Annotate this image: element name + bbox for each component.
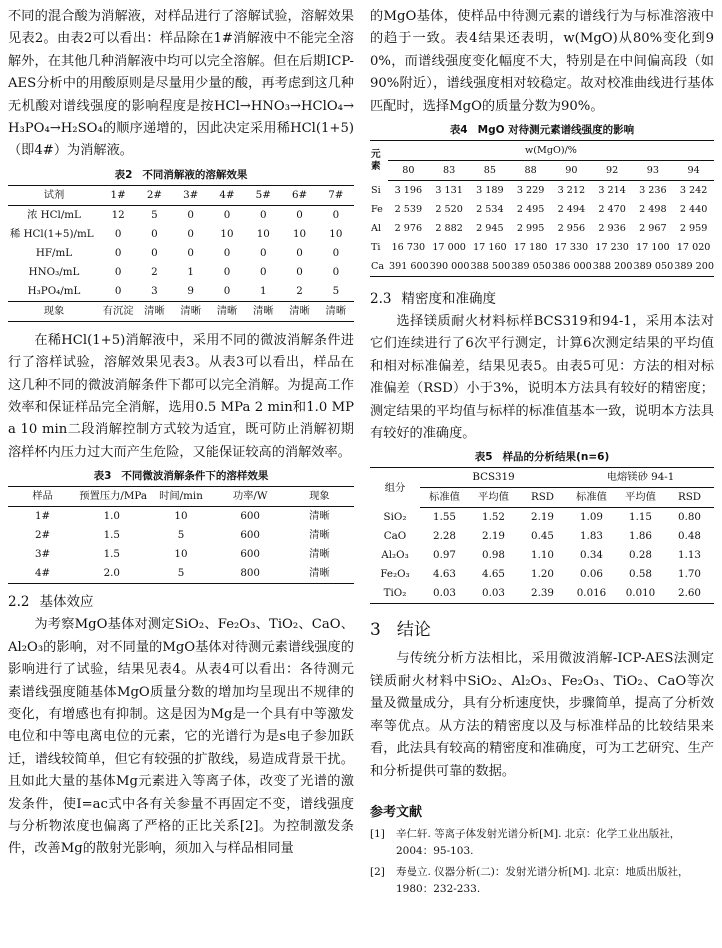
table-5	[370, 467, 714, 604]
right-paragraph-1: 的MgO基体，使样品中待测元素的谱线行为与标准溶液中的趋于一致。表4结果还表明，w(MgO)从80%变化到90%，而谱线强度变化幅度不大，特别是在中间偏高段（如90%附近），谱线强度相对较稳定。故对校准曲线进行基体匹配时，选择MgO的质量分数为90%。	[370, 9, 714, 114]
table-cell: 0	[296, 246, 303, 259]
table-2-row-label: HF/mL	[35, 246, 73, 259]
table-cell: 3 131	[435, 185, 463, 197]
table-cell: 2.39	[531, 587, 554, 600]
table-4-row-label: Al	[371, 223, 381, 235]
table-cell: 1.09	[580, 511, 603, 524]
table-3-title: 不同微波消解条件下的溶样效果	[121, 470, 269, 483]
table-row	[370, 200, 714, 219]
table-cell: 10	[220, 227, 234, 240]
table-2-row-label: 浓 HCl/mL	[27, 208, 81, 221]
table-cell: 2.19	[482, 530, 505, 543]
left-column	[8, 6, 354, 861]
table-cell: 2 470	[598, 204, 626, 216]
table-4-row-label: Si	[371, 184, 381, 196]
table-cell: 3	[151, 284, 158, 297]
table-cell: 391 600	[389, 261, 429, 273]
table-cell: 1.86	[629, 530, 652, 543]
table-cell: 3 212	[557, 185, 586, 197]
section-2-2-heading	[8, 592, 354, 612]
table-cell: 0	[114, 246, 122, 259]
table-cell: 3 196	[394, 185, 423, 197]
table-cell: 2 498	[639, 204, 667, 216]
table-row	[8, 263, 354, 282]
table-cell: 2 882	[435, 223, 463, 235]
table-3-header: 时间/min	[146, 487, 215, 507]
table-cell: 0	[332, 208, 340, 221]
table-3-header: 功率/W	[216, 487, 285, 507]
table-cell: 1.15	[629, 511, 652, 524]
table-cell: 0.34	[580, 549, 603, 562]
table-cell: 4#	[35, 567, 51, 580]
table-cell: 1.5	[103, 548, 120, 561]
table-cell: 有沉淀	[100, 301, 136, 321]
table-cell: 800	[240, 567, 260, 580]
table-cell: 388 200	[592, 261, 633, 273]
table-cell: 0.03	[433, 587, 456, 600]
table-cell: 17 330	[554, 242, 589, 254]
table-cell: 0	[223, 265, 231, 278]
table-cell: 清晰	[318, 301, 354, 321]
table-cell: 12	[111, 208, 125, 221]
table-4-row-label: Ti	[371, 242, 381, 254]
section-number: 3	[370, 620, 381, 641]
table-cell: 0.58	[629, 568, 652, 581]
table-cell: 0.06	[580, 568, 603, 581]
table-2-row-label: H₃PO₄/mL	[27, 284, 81, 297]
table-4-number: 表4	[449, 124, 468, 137]
table-cell: 1	[259, 284, 267, 297]
table-cell: 2 494	[557, 204, 586, 216]
reference-text: 辛仁轩. 等离子体发射光谱分析[M]. 北京：化学工业出版社，2004：95-103.	[396, 827, 681, 857]
table-cell: 2	[151, 265, 158, 278]
section-title: 基体效应	[39, 594, 94, 611]
reference-item	[370, 826, 714, 860]
table-cell: 1	[187, 265, 194, 278]
table-cell: 0.98	[482, 549, 505, 562]
table-cell: 清晰	[309, 529, 330, 542]
table-cell: 389 200	[674, 261, 714, 273]
table-cell: 3 214	[598, 185, 626, 197]
table-cell: 0.48	[678, 530, 701, 543]
table-row	[8, 244, 354, 263]
table-cell: 0.010	[625, 587, 656, 600]
table-cell: 17 230	[595, 242, 629, 254]
table-5-group: BCS319	[420, 468, 567, 488]
table-5-row-label: SiO₂	[383, 511, 407, 524]
table-5-group-row	[370, 468, 714, 488]
table-cell: 600	[240, 510, 260, 523]
table-2-row-label: 稀 HCl(1+5)/mL	[10, 227, 94, 240]
table-cell: 清晰	[136, 301, 172, 321]
table-2-header: 试剂	[8, 185, 100, 205]
table-cell: 2 945	[476, 223, 504, 235]
table-5-header: 标准值	[420, 488, 469, 508]
table-cell: 3 189	[476, 185, 504, 197]
table-row	[8, 205, 354, 225]
table-3-header: 样品	[8, 487, 77, 507]
table-5-header: RSD	[518, 488, 567, 508]
table-cell: 3 229	[516, 185, 545, 197]
table-cell: 0	[151, 227, 158, 240]
table-cell: 清晰	[209, 301, 245, 321]
table-cell: 1.52	[482, 511, 505, 524]
table-2-header: 2#	[136, 185, 172, 205]
table-cell: 600	[240, 548, 260, 561]
table-cell: 0	[114, 265, 122, 278]
table-cell: 3 242	[679, 185, 708, 197]
table-cell: 2 976	[394, 223, 423, 235]
table-cell: 5	[151, 208, 158, 221]
table-cell: 10	[174, 510, 188, 523]
table-cell: 0.28	[629, 549, 652, 562]
table-cell: 0	[296, 208, 303, 221]
table-row	[8, 526, 354, 545]
table-5-row-label: Fe₂O₃	[380, 568, 410, 581]
table-cell: 386 000	[552, 261, 592, 273]
table-2-header: 5#	[245, 185, 281, 205]
table-cell: 5	[332, 284, 340, 297]
table-cell: 0	[187, 246, 194, 259]
table-2-caption	[8, 167, 354, 183]
table-cell: 0.45	[531, 530, 554, 543]
table-row	[370, 565, 714, 584]
table-5-row-label: Al₂O₃	[381, 549, 409, 562]
table-5-header-row	[370, 488, 714, 508]
table-4-row-label: Fe	[371, 204, 383, 216]
table-4-header: 92	[592, 161, 633, 181]
table-5-caption	[370, 449, 714, 465]
table-cell: 17 160	[473, 242, 507, 254]
table-cell: 1.5	[103, 529, 120, 542]
table-cell: 10	[329, 227, 343, 240]
table-2-observation-row	[8, 301, 354, 321]
table-cell: 0.97	[433, 549, 456, 562]
table-cell: 2 956	[557, 223, 586, 235]
table-2-row-label: 现象	[8, 301, 100, 321]
table-row	[8, 507, 354, 527]
table-cell: 1.13	[678, 549, 701, 562]
table-4-header: 88	[510, 161, 551, 181]
table-cell: 0.03	[482, 587, 505, 600]
left-paragraph-2: 在稀HCl(1+5)消解液中，采用不同的微波消解条件进行了溶样试验，溶解效果见表3。从表3可以看出，样品在这几种不同的微波消解条件下都可以完全消解。为提高工作效率和保证样品完全消解，选用0.5 MPa 2 min和1.0 MPa 10 min二段消解控制方式较为适宜，既可防止消解初期溶样杯内压力过大而产生危险，又能保证较高的消解效率。	[8, 332, 354, 460]
table-2-header-row	[8, 185, 354, 205]
table-cell: 0	[259, 265, 267, 278]
table-2-header: 7#	[318, 185, 354, 205]
table-4-header-row	[370, 161, 714, 181]
section-3-heading	[370, 618, 714, 642]
right-paragraph-2: 选择镁质耐火材料标样BCS319和94-1，采用本法对它们连续进行了6次平行测定，计算6次测定结果的平均值和相对标准偏差，结果见表5。由表5可见：方法的相对标准偏差（RSD）小于3%，说明本方法具有较好的精密度；测定结果的平均值与标样的标准值基本一致，说明本方法具有较好的准确度。	[370, 314, 714, 442]
right-column	[370, 6, 714, 902]
table-row	[370, 219, 714, 238]
table-cell: 0	[296, 265, 303, 278]
table-3-caption	[8, 468, 354, 484]
table-cell: 0	[187, 227, 194, 240]
table-row	[370, 527, 714, 546]
reference-text: 寿曼立. 仪器分析(二)：发射光谱分析[M]. 北京：地质出版社，1980：232-233.	[396, 865, 689, 895]
table-4-header: 94	[673, 161, 714, 181]
table-4-caption	[370, 122, 714, 138]
table-cell: 2 534	[476, 204, 504, 216]
table-3	[8, 486, 354, 584]
table-cell: 清晰	[281, 301, 317, 321]
table-4-group-label: w(MgO)/%	[388, 141, 714, 161]
table-5-header: 平均值	[469, 488, 518, 508]
table-4-corner-top: 元	[371, 148, 381, 160]
table-cell: 17 180	[513, 242, 548, 254]
table-cell: 清晰	[173, 301, 209, 321]
table-cell: 清晰	[245, 301, 281, 321]
table-4	[370, 140, 714, 277]
table-2-header: 3#	[173, 185, 209, 205]
table-2	[8, 185, 354, 322]
table-4-group-row	[370, 141, 714, 161]
table-5-corner: 组分	[384, 481, 406, 494]
table-cell: 2 959	[679, 223, 708, 235]
table-cell: 2 495	[516, 204, 545, 216]
table-cell: 0	[223, 246, 231, 259]
table-4-title: MgO 对待测元素谱线强度的影响	[477, 124, 635, 137]
reference-number: [1]	[370, 827, 385, 840]
table-cell: 600	[240, 529, 260, 542]
table-2-row-label: HNO₃/mL	[28, 265, 80, 278]
table-cell: 1.10	[531, 549, 554, 562]
section-title: 结论	[396, 620, 431, 641]
table-cell: 2 967	[639, 223, 667, 235]
section-2-3-heading	[370, 289, 714, 309]
table-cell: 2 995	[516, 223, 545, 235]
table-row	[8, 225, 354, 244]
table-5-title: 样品的分析结果(n=6)	[502, 451, 610, 464]
reference-item	[370, 864, 714, 898]
section-number: 2.2	[8, 594, 30, 611]
table-row	[370, 257, 714, 277]
table-3-header-row	[8, 487, 354, 507]
table-cell: 0	[259, 246, 267, 259]
table-cell: 17 000	[432, 242, 466, 254]
table-cell: 清晰	[309, 567, 330, 580]
table-4-corner-bottom: 素	[371, 160, 381, 172]
table-cell: 389 050	[511, 261, 551, 273]
table-cell: 10	[292, 227, 307, 240]
table-2-header: 6#	[281, 185, 317, 205]
section-number: 2.3	[370, 291, 392, 308]
left-paragraph-1: 不同的混合酸为消解液，对样品进行了溶解试验，溶解效果见表2。由表2可以看出：样品除在1#消解液中不能完全溶解外，在其他几种消解液中均可以完全溶解。但在后期ICP-AES分析中的用酸原则是尽量用少量的酸，再考虑到这几种无机酸对谱线强度的影响程度是按HCl→HNO₃→HClO₄→H₃PO₄→H₂SO₄的顺序递增的，因此决定采用稀HCl(1+5)（即4#）为消解液。	[8, 9, 354, 159]
table-cell: 10	[174, 548, 188, 561]
table-2-title: 不同消解液的溶解效果	[142, 168, 248, 181]
table-cell: 2#	[35, 529, 51, 542]
section-title: 精密度和准确度	[401, 291, 496, 308]
table-row	[370, 238, 714, 257]
table-cell: 2	[296, 284, 303, 297]
table-cell: 0	[332, 265, 340, 278]
table-cell: 4.65	[482, 568, 505, 581]
table-cell: 0	[259, 208, 267, 221]
reference-number: [2]	[370, 865, 385, 878]
table-row	[8, 564, 354, 584]
table-cell: 9	[187, 284, 194, 297]
table-cell: 0	[114, 227, 122, 240]
table-3-number: 表3	[93, 470, 112, 483]
table-5-number: 表5	[474, 451, 493, 464]
table-cell: 清晰	[309, 510, 330, 523]
table-cell: 0.80	[678, 511, 701, 524]
table-5-header: RSD	[665, 488, 714, 508]
table-2-number: 表2	[114, 168, 133, 181]
right-paragraph-3: 与传统分析方法相比，采用微波消解-ICP-AES法测定镁质耐火材料中SiO₂、Al₂O₃、Fe₂O₃、TiO₂、CaO等次量及微量成分，具有分析速度快，步骤简单，提高了分析效率等优点。从方法的精密度以及与标准样品的比较结果来看，此法具有较高的精密度和准确度，可为工艺研究、生产和分析提供可靠的数据。	[370, 651, 714, 779]
table-5-row-label: TiO₂	[383, 587, 407, 600]
table-row	[8, 545, 354, 564]
table-cell: 0	[187, 208, 194, 221]
table-4-header: 90	[551, 161, 592, 181]
table-4-header: 80	[388, 161, 429, 181]
table-cell: 2.19	[531, 511, 554, 524]
table-cell: 2.0	[103, 567, 120, 580]
table-cell: 1.55	[433, 511, 456, 524]
table-cell: 1.70	[678, 568, 701, 581]
table-cell: 388 500	[470, 261, 511, 273]
table-cell: 0	[223, 284, 231, 297]
table-cell: 清晰	[309, 548, 330, 561]
table-4-row-label: Ca	[371, 261, 385, 273]
table-cell: 0	[223, 208, 231, 221]
table-row	[370, 584, 714, 604]
table-cell: 2.60	[678, 587, 701, 600]
table-cell: 16 730	[391, 242, 426, 254]
table-cell: 0	[151, 246, 158, 259]
table-5-header: 平均值	[616, 488, 665, 508]
table-cell: 4.63	[433, 568, 456, 581]
table-5-row-label: CaO	[383, 530, 407, 543]
table-cell: 3#	[35, 548, 51, 561]
table-cell: 1.83	[580, 530, 603, 543]
left-paragraph-3: 为考察MgO基体对测定SiO₂、Fe₂O₃、TiO₂、CaO、Al₂O₃的影响，对不同量的MgO基体对待测元素谱线强度的影响进行了试验，结果见表4。从表4可以看出：各待测元素谱线强度随基体MgO质量分数的增加均呈现出不规律的变化，有增感也有抑制。这是因为Mg是一个具有中等激发电位和中等电离电位的元素，它的光谱行为是s电子参加跃迁，谱线较简单，但它有较强的扩散线，易造成背景干扰。且如此大量的基体Mg元素进入等离子体，改变了光谱的激发条件，使I=ac式中各有关参量不再固定不变，谱线强度与分析物浓度也偏离了严格的正比关系[2]。为控制激发条件，改善Mg的散射光影响，须加入与样品相同量	[8, 617, 354, 857]
table-row	[370, 181, 714, 201]
table-cell: 2 539	[394, 204, 423, 216]
table-3-header: 预置压力/MPa	[77, 487, 146, 507]
references-heading: 参考文献	[370, 804, 423, 820]
table-cell: 10	[256, 227, 270, 240]
table-cell: 1#	[35, 510, 51, 523]
table-cell: 0	[332, 246, 340, 259]
table-2-header: 1#	[100, 185, 136, 205]
table-4-header: 93	[633, 161, 674, 181]
table-row	[370, 508, 714, 528]
table-cell: 2 440	[679, 204, 708, 216]
table-5-header: 标准值	[567, 488, 616, 508]
table-2-header: 4#	[209, 185, 245, 205]
table-cell: 2.28	[433, 530, 456, 543]
table-cell: 5	[177, 529, 185, 542]
table-cell: 1.0	[103, 510, 120, 523]
table-3-header: 现象	[285, 487, 354, 507]
table-cell: 389 050	[633, 261, 674, 273]
table-4-corner	[370, 141, 388, 181]
table-cell: 17 020	[676, 242, 711, 254]
table-cell: 5	[177, 567, 185, 580]
table-cell: 3 236	[639, 185, 667, 197]
table-cell: 0	[114, 284, 122, 297]
table-row	[8, 282, 354, 302]
table-cell: 2 936	[598, 223, 626, 235]
table-5-group: 电熔镁砂 94-1	[567, 468, 714, 488]
table-cell: 390 000	[429, 261, 470, 273]
table-cell: 2 520	[435, 204, 463, 216]
table-cell: 1.20	[531, 568, 554, 581]
table-row	[370, 546, 714, 565]
table-cell: 17 100	[636, 242, 670, 254]
table-4-header: 85	[470, 161, 511, 181]
table-cell: 0.016	[576, 587, 607, 600]
table-4-header: 83	[429, 161, 470, 181]
